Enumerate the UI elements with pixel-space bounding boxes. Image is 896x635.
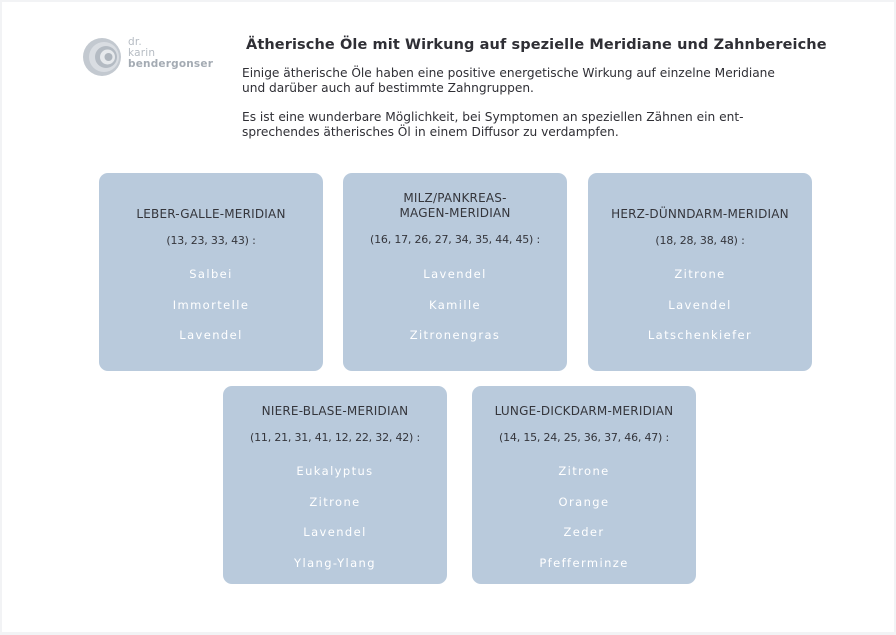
oil-item: Zitronengras bbox=[409, 328, 501, 342]
card-title: LEBER-GALLE-MERIDIAN bbox=[136, 207, 286, 221]
meridian-card-herz-duenndarm bbox=[588, 173, 812, 371]
logo bbox=[82, 37, 213, 77]
logo-wordmark bbox=[128, 37, 213, 70]
oil-item: Pfefferminze bbox=[539, 556, 629, 570]
logo-line-3: bendergonser bbox=[128, 58, 214, 70]
oil-item: Lavendel bbox=[423, 267, 487, 281]
card-teeth: (18, 28, 38, 48) : bbox=[655, 234, 745, 247]
logo-line-2: karin bbox=[128, 47, 156, 59]
card-title-line-2: MAGEN-MERIDIAN bbox=[399, 206, 511, 220]
oil-item: Lavendel bbox=[668, 298, 732, 312]
card-title: MILZ/PANKREAS- bbox=[403, 191, 507, 205]
intro-text bbox=[242, 66, 842, 154]
card-teeth: (14, 15, 24, 25, 36, 37, 46, 47) : bbox=[499, 431, 669, 444]
intro-paragraph-2 bbox=[242, 110, 842, 140]
logo-spiral-icon bbox=[82, 37, 122, 77]
card-title: HERZ-DÜNNDARM-MERIDIAN bbox=[611, 207, 789, 221]
card-teeth: (11, 21, 31, 41, 12, 22, 32, 42) : bbox=[250, 431, 420, 444]
card-title: LUNGE-DICKDARM-MERIDIAN bbox=[494, 404, 674, 418]
oil-item: Zitrone bbox=[309, 495, 361, 509]
oil-item: Ylang-Ylang bbox=[294, 556, 376, 570]
document-page bbox=[2, 2, 894, 632]
intro-p1-line-2: und darüber auch auf bestimmte Zahngruppen. bbox=[242, 81, 534, 95]
page-title: Ätherische Öle mit Wirkung auf spezielle Meridiane und Zahnbereiche bbox=[246, 37, 827, 53]
card-teeth: (16, 17, 26, 27, 34, 35, 44, 45) : bbox=[370, 233, 540, 246]
card-teeth: (13, 23, 33, 43) : bbox=[166, 234, 256, 247]
logo-line-1: dr. bbox=[128, 36, 142, 48]
oil-item: Lavendel bbox=[303, 525, 367, 539]
oil-item: Orange bbox=[558, 495, 610, 509]
oil-item: Eukalyptus bbox=[296, 464, 374, 478]
oil-item: Zitrone bbox=[558, 464, 610, 478]
intro-p2-line-1: Es ist eine wunderbare Möglichkeit, bei Symptomen an speziellen Zähnen ein ent- bbox=[242, 110, 744, 124]
oil-item: Kamille bbox=[428, 298, 482, 312]
intro-p2-line-2: sprechendes ätherisches Öl in einem Diffusor zu verdampfen. bbox=[242, 125, 619, 139]
card-title: NIERE-BLASE-MERIDIAN bbox=[261, 404, 409, 418]
intro-paragraph-1 bbox=[242, 66, 842, 96]
oil-item: Zeder bbox=[563, 525, 605, 539]
meridian-card-niere-blase bbox=[223, 386, 447, 584]
oil-item: Salbei bbox=[189, 267, 233, 281]
meridian-card-leber-galle bbox=[99, 173, 323, 371]
oil-item: Immortelle bbox=[172, 298, 250, 312]
meridian-card-lunge-dickdarm bbox=[472, 386, 696, 584]
meridian-card-milz-pankreas-magen bbox=[343, 173, 567, 371]
intro-p1-line-1: Einige ätherische Öle haben eine positive energetische Wirkung auf einzelne Meridiane bbox=[242, 66, 775, 80]
oil-item: Latschenkiefer bbox=[647, 328, 753, 342]
oil-item: Zitrone bbox=[674, 267, 726, 281]
oil-item: Lavendel bbox=[179, 328, 243, 342]
